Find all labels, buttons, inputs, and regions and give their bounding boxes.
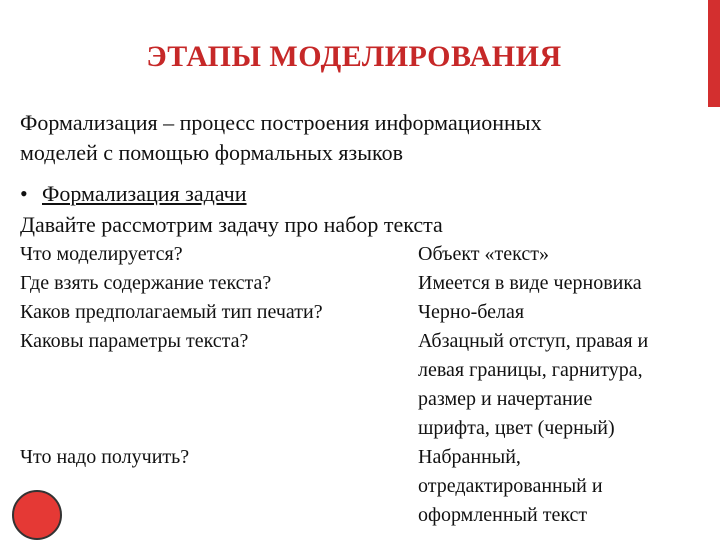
lead-text: Давайте рассмотрим задачу про набор текста	[20, 212, 443, 237]
answer-line-6: размер и начертание	[418, 388, 593, 410]
answer-line-2: Имеется в виде черновика	[418, 272, 642, 294]
intro-line-1: Формализация – процесс построения информационных	[20, 110, 542, 135]
formalization-link[interactable]: Формализация задачи	[42, 181, 247, 206]
question-1: Что моделируется?	[20, 243, 183, 265]
question-4: Каковы параметры текста?	[20, 330, 249, 352]
answer-line-7: шрифта, цвет (черный)	[418, 417, 615, 439]
answer-line-10: оформленный текст	[418, 504, 588, 526]
question-2: Где взять содержание текста?	[20, 272, 272, 294]
answer-line-8: Набранный,	[418, 446, 521, 468]
answer-line-5: левая границы, гарнитура,	[418, 359, 643, 381]
answer-line-1: Объект «текст»	[418, 243, 549, 265]
question-3: Каков предполагаемый тип печати?	[20, 301, 323, 323]
answer-line-3: Черно-белая	[418, 301, 525, 323]
answer-line-9: отредактированный и	[418, 475, 603, 497]
accent-bar	[708, 0, 720, 107]
slide-title: ЭТАПЫ МОДЕЛИРОВАНИЯ	[146, 40, 562, 73]
bullet-icon: •	[20, 181, 28, 206]
intro-text	[20, 108, 700, 168]
bullet-item	[20, 179, 247, 209]
question-5: Что надо получить?	[20, 446, 190, 468]
intro-line-2: моделей с помощью формальных языков	[20, 140, 403, 165]
red-circle-icon	[12, 490, 62, 540]
answer-line-4: Абзацный отступ, правая и	[418, 330, 649, 352]
